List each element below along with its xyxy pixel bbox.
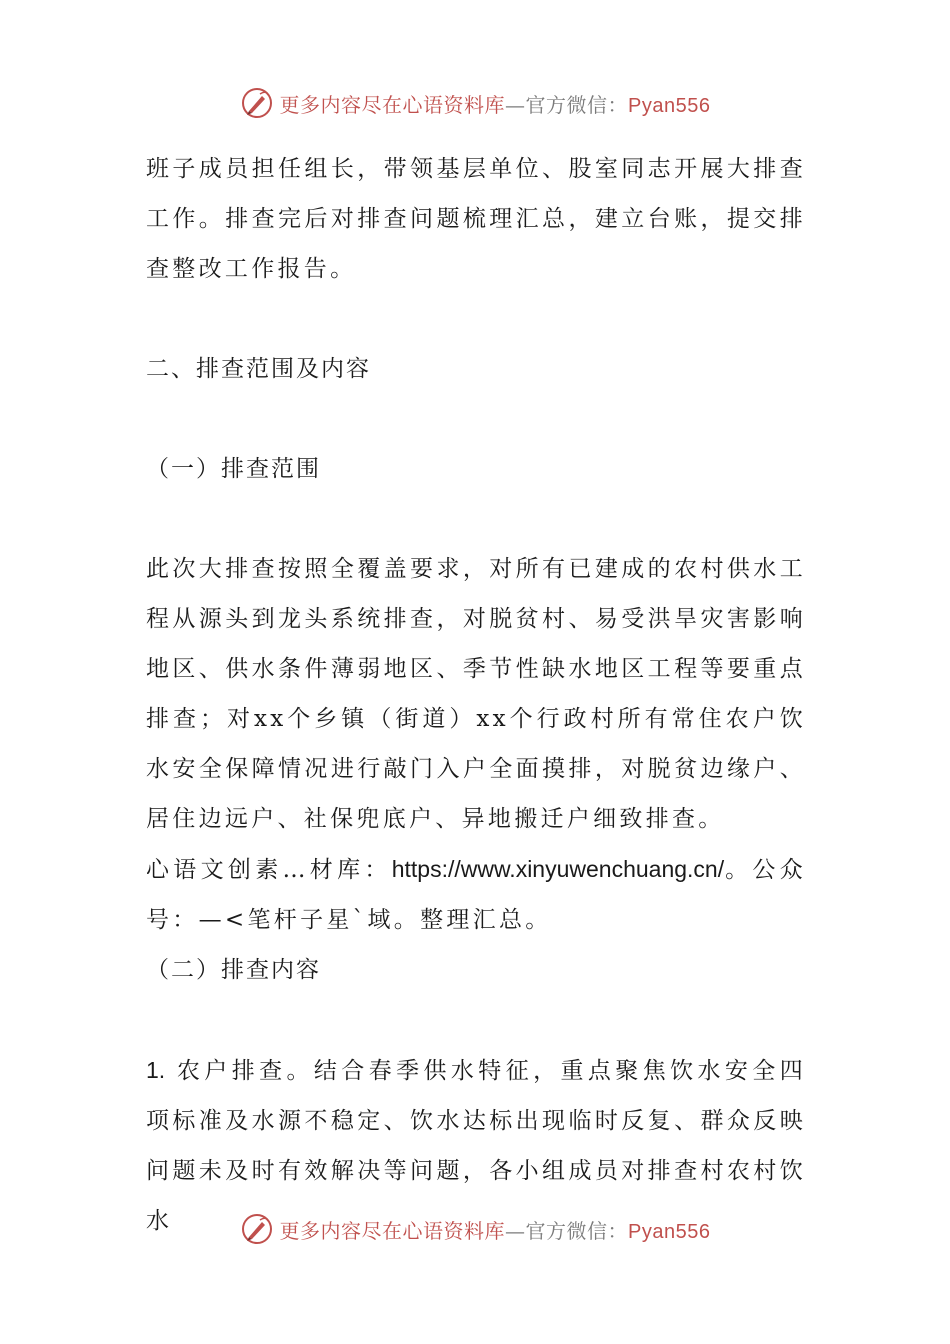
item-1-text: 农户排查。结合春季供水特征，重点聚焦饮水安全四项标准及水源不稳定、饮水达标出现临时反复、群众反映问题未及时有效解决等问题，各小组成员对排查村农村饮水 bbox=[146, 1058, 806, 1234]
item-1-number: 1. bbox=[146, 1057, 166, 1083]
scope-subheading: （一）排查范围 bbox=[146, 456, 321, 482]
content-subheading: （二）排查内容 bbox=[146, 957, 321, 983]
intro-paragraph: 班子成员担任组长，带领基层单位、股室同志开展大排查工作。排查完后对排查问题梳理汇总，建立台账，提交排查整改工作报告。 bbox=[146, 156, 806, 282]
footer-banner-main-text: 更多内容尽在心语资料库 bbox=[279, 1218, 506, 1243]
header-banner bbox=[0, 86, 950, 120]
watermark-paragraph bbox=[146, 844, 806, 945]
banner-main-text: 更多内容尽在心语资料库 bbox=[279, 92, 506, 117]
banner-wechat-id: Pyan556 bbox=[628, 94, 711, 117]
section-2-heading: 二、排查范围及内容 bbox=[146, 356, 371, 382]
watermark-url: https://www.xinyuwenchuang.cn/ bbox=[391, 856, 725, 882]
pen-logo-icon bbox=[240, 86, 274, 120]
footer-banner-official-text: —官方微信： bbox=[505, 1218, 629, 1243]
banner-text bbox=[280, 89, 711, 118]
watermark-prefix: 心语文创素…材库： bbox=[146, 857, 392, 883]
scope-paragraph: 此次大排查按照全覆盖要求，对所有已建成的农村供水工程从源头到龙头系统排查，对脱贫村、易受洪旱灾害影响地区、供水条件薄弱地区、季节性缺水地区工程等要重点排查；对xx个乡镇（街道）xx个行政村所有常住农户饮水安全保障情况进行敲门入户全面摸排，对脱贫边缘户、居住边远户、社保兜底户、异地搬迁户细致排查。 bbox=[146, 556, 806, 832]
footer-banner bbox=[0, 1212, 950, 1246]
pen-logo-icon bbox=[240, 1212, 274, 1246]
banner-official-text: —官方微信： bbox=[505, 92, 629, 117]
watermark-suffix: 。公众号：—<笔杆子星`域。整理汇总。 bbox=[146, 857, 807, 933]
footer-banner-wechat-id: Pyan556 bbox=[628, 1220, 711, 1243]
document-body bbox=[146, 144, 806, 1246]
footer-banner-text bbox=[280, 1215, 711, 1244]
